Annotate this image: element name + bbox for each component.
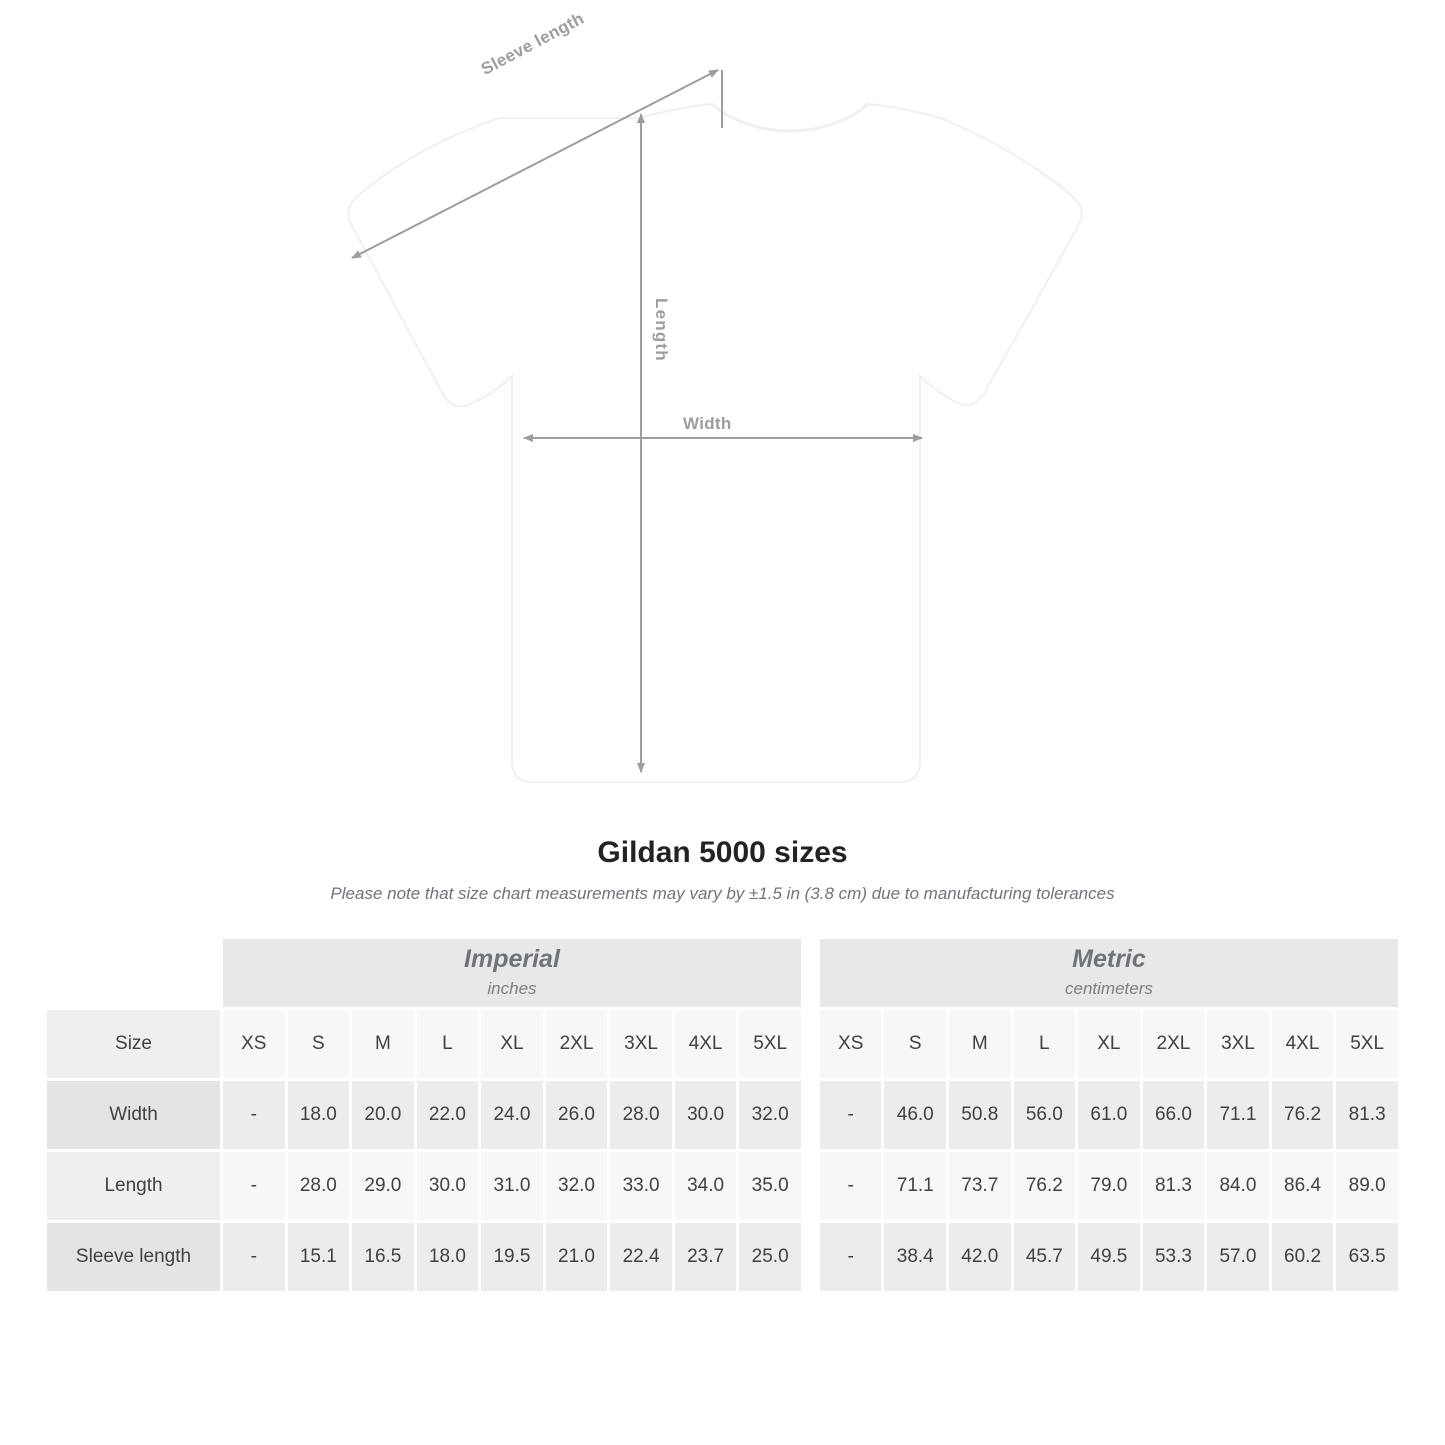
- measurement-value: 15.1: [286, 1222, 351, 1293]
- unit-name-imperial: Imperial: [464, 944, 560, 973]
- measurement-value: 24.0: [480, 1080, 545, 1151]
- measurement-label: Width: [46, 1080, 222, 1151]
- measurement-value: 18.0: [415, 1222, 480, 1293]
- measurement-value: 16.5: [351, 1222, 416, 1293]
- measurement-value: 32.0: [544, 1151, 609, 1222]
- measurement-value: 30.0: [673, 1080, 738, 1151]
- measurement-value: 22.4: [609, 1222, 674, 1293]
- measurement-value: 30.0: [415, 1151, 480, 1222]
- measurement-value: 28.0: [609, 1080, 674, 1151]
- measurement-value: 38.4: [883, 1222, 948, 1293]
- measurement-value: 28.0: [286, 1151, 351, 1222]
- table-row: [46, 1222, 1400, 1293]
- size-column-header: M: [351, 1009, 416, 1080]
- tolerance-note: Please note that size chart measurements may vary by ±1.5 in (3.8 cm) due to manufacturing tolerances: [330, 884, 1115, 903]
- size-column-header: 3XL: [1206, 1009, 1271, 1080]
- unit-header-gap: [802, 938, 818, 1009]
- measurement-value: 60.2: [1270, 1222, 1335, 1293]
- measurement-value: 76.2: [1270, 1080, 1335, 1151]
- page-title: Gildan 5000 sizes: [597, 836, 848, 869]
- unit-sub-metric: centimeters: [1065, 979, 1153, 999]
- measurement-value: 22.0: [415, 1080, 480, 1151]
- measurement-value: 42.0: [948, 1222, 1013, 1293]
- measurement-value: 66.0: [1141, 1080, 1206, 1151]
- measurement-value: -: [222, 1151, 287, 1222]
- measurement-value: 32.0: [738, 1080, 803, 1151]
- size-column-header: XS: [818, 1009, 883, 1080]
- measurement-value: 45.7: [1012, 1222, 1077, 1293]
- size-column-header: L: [1012, 1009, 1077, 1080]
- size-column-header: 3XL: [609, 1009, 674, 1080]
- measurement-value: 84.0: [1206, 1151, 1271, 1222]
- size-table-body: [46, 1009, 1400, 1293]
- size-column-header: S: [286, 1009, 351, 1080]
- measurement-value: -: [818, 1222, 883, 1293]
- size-column-header: 5XL: [1335, 1009, 1400, 1080]
- tshirt-body: [348, 104, 1082, 782]
- measurement-value: -: [818, 1151, 883, 1222]
- unit-gap-cell: [802, 1151, 818, 1222]
- measurement-value: 53.3: [1141, 1222, 1206, 1293]
- measurement-value: 63.5: [1335, 1222, 1400, 1293]
- unit-header-imperial: [222, 938, 803, 1009]
- measurement-value: 25.0: [738, 1222, 803, 1293]
- size-column-header: S: [883, 1009, 948, 1080]
- length-label: Length: [652, 298, 671, 362]
- measurement-value: 81.3: [1141, 1151, 1206, 1222]
- measurement-value: 31.0: [480, 1151, 545, 1222]
- measurement-value: 50.8: [948, 1080, 1013, 1151]
- size-column-header: 2XL: [1141, 1009, 1206, 1080]
- measurement-value: 73.7: [948, 1151, 1013, 1222]
- measurement-value: -: [222, 1222, 287, 1293]
- measurement-label: Length: [46, 1151, 222, 1222]
- size-header-row: [46, 1009, 1400, 1080]
- measurement-value: 19.5: [480, 1222, 545, 1293]
- measurement-value: 18.0: [286, 1080, 351, 1151]
- unit-sub-imperial: inches: [487, 979, 537, 999]
- unit-header-spacer: [46, 938, 222, 1009]
- size-column-header: XL: [480, 1009, 545, 1080]
- measurement-value: 46.0: [883, 1080, 948, 1151]
- size-column-header: XS: [222, 1009, 287, 1080]
- size-table: [44, 936, 1401, 1294]
- measurement-value: 23.7: [673, 1222, 738, 1293]
- unit-name-metric: Metric: [1072, 944, 1146, 973]
- measurement-value: 33.0: [609, 1151, 674, 1222]
- unit-gap-cell: [802, 1222, 818, 1293]
- unit-header-row: [46, 938, 1400, 1009]
- size-column-header: 4XL: [673, 1009, 738, 1080]
- measurement-value: 71.1: [883, 1151, 948, 1222]
- width-label: Width: [683, 414, 732, 433]
- size-column-header: 5XL: [738, 1009, 803, 1080]
- measurement-value: -: [818, 1080, 883, 1151]
- measurement-value: 79.0: [1077, 1151, 1142, 1222]
- measurement-value: 49.5: [1077, 1222, 1142, 1293]
- measurement-value: 20.0: [351, 1080, 416, 1151]
- size-table-wrapper: [44, 936, 1401, 1294]
- size-column-header: M: [948, 1009, 1013, 1080]
- measurement-value: 21.0: [544, 1222, 609, 1293]
- size-header-cell: Size: [46, 1009, 222, 1080]
- size-column-header: 2XL: [544, 1009, 609, 1080]
- sleeve-length-label: Sleeve length: [478, 8, 588, 79]
- measurement-value: 35.0: [738, 1151, 803, 1222]
- unit-gap-cell: [802, 1009, 818, 1080]
- title-block: [0, 836, 1445, 904]
- size-column-header: XL: [1077, 1009, 1142, 1080]
- size-column-header: 4XL: [1270, 1009, 1335, 1080]
- measurement-value: 76.2: [1012, 1151, 1077, 1222]
- measurement-value: 56.0: [1012, 1080, 1077, 1151]
- unit-gap-cell: [802, 1080, 818, 1151]
- table-row: [46, 1151, 1400, 1222]
- measurement-value: 71.1: [1206, 1080, 1271, 1151]
- measurement-value: 81.3: [1335, 1080, 1400, 1151]
- measurement-value: 86.4: [1270, 1151, 1335, 1222]
- measurement-value: 29.0: [351, 1151, 416, 1222]
- measurement-value: 34.0: [673, 1151, 738, 1222]
- measurement-label: Sleeve length: [46, 1222, 222, 1293]
- size-column-header: L: [415, 1009, 480, 1080]
- table-row: [46, 1080, 1400, 1151]
- measurement-value: 61.0: [1077, 1080, 1142, 1151]
- unit-header-metric: [818, 938, 1399, 1009]
- measurement-value: 26.0: [544, 1080, 609, 1151]
- measurement-value: 89.0: [1335, 1151, 1400, 1222]
- measurement-value: -: [222, 1080, 287, 1151]
- measurement-value: 57.0: [1206, 1222, 1271, 1293]
